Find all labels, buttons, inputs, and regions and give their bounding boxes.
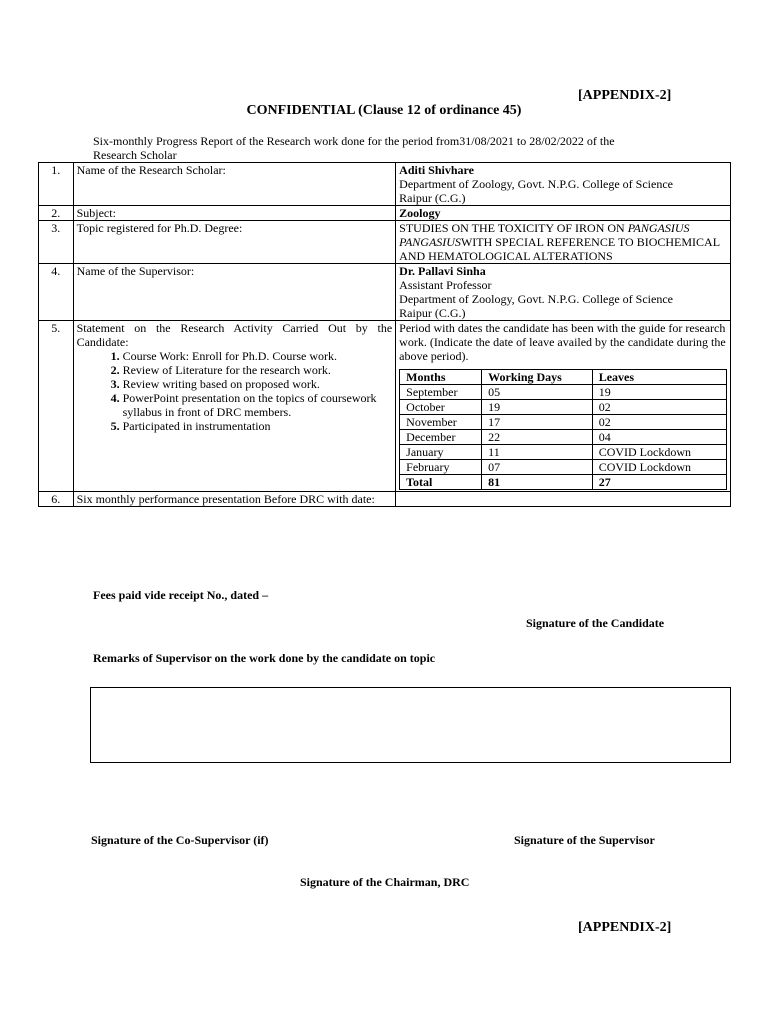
activity-statement: Statement on the Research Activity Carried Out by the Candidate:: [76, 321, 393, 349]
row-value: [396, 264, 731, 321]
table-row: [400, 445, 727, 460]
working-days-cell: 17: [482, 415, 593, 430]
appendix-label-bottom: [APPENDIX-2]: [578, 920, 672, 935]
row-label: Topic registered for Ph.D. Degree:: [73, 221, 396, 264]
leave-header-row: [400, 370, 727, 385]
row-value: [396, 163, 731, 206]
row-label: Subject:: [73, 206, 396, 221]
intro-line-1: Six-monthly Progress Report of the Research work done for the period from31/08/2021 to 28/02/2022 of the: [93, 134, 615, 148]
leave-table: [399, 369, 727, 490]
table-row: [39, 163, 731, 206]
supervisor-name: Dr. Pallavi Sinha: [399, 264, 486, 278]
signature-co-supervisor: Signature of the Co-Supervisor (if): [91, 833, 269, 847]
table-row: [400, 415, 727, 430]
row-label: Name of the Supervisor:: [73, 264, 396, 321]
list-item: 1. Course Work: Enroll for Ph.D. Course work.: [123, 349, 393, 363]
table-row: [400, 430, 727, 445]
table-row: [400, 400, 727, 415]
column-header: Months: [400, 370, 482, 385]
leaves-cell: 04: [592, 430, 726, 445]
table-row: [400, 385, 727, 400]
scholar-city: Raipur (C.G.): [399, 191, 466, 205]
intro-line-2: Research Scholar: [93, 148, 177, 162]
period-text: Period with dates the candidate has been with the guide for research work. (Indicate the date of leave availed by the candidate during the above period).: [399, 321, 726, 363]
row-value: [396, 321, 731, 492]
list-item: 3. Review writing based on proposed work.: [123, 377, 393, 391]
subject-value: Zoology: [396, 206, 731, 221]
list-item: 2. Review of Literature for the research work.: [123, 363, 393, 377]
month-cell: February: [400, 460, 482, 475]
signature-supervisor: Signature of the Supervisor: [514, 833, 655, 847]
leaves-cell: 02: [592, 400, 726, 415]
month-cell: September: [400, 385, 482, 400]
month-cell: November: [400, 415, 482, 430]
list-item: 5. Participated in instrumentation: [123, 419, 393, 433]
row-number: 3.: [39, 221, 74, 264]
working-days-cell: 19: [482, 400, 593, 415]
remarks-box: [90, 687, 731, 763]
month-cell: December: [400, 430, 482, 445]
leaves-cell: 02: [592, 415, 726, 430]
topic-species: PANGASIUS PANGASIUS: [399, 221, 690, 249]
list-item: 4. PowerPoint presentation on the topics of coursework syllabus in front of DRC members.: [123, 391, 393, 419]
fees-line: Fees paid vide receipt No., dated –: [93, 588, 269, 602]
total-working-days: 81: [482, 475, 593, 490]
table-row: [39, 492, 731, 507]
row-label: Six monthly performance presentation Before DRC with date:: [73, 492, 396, 507]
signature-chairman: Signature of the Chairman, DRC: [300, 875, 470, 889]
table-row: [39, 264, 731, 321]
signature-candidate: Signature of the Candidate: [526, 616, 665, 630]
month-cell: October: [400, 400, 482, 415]
row-number: 4.: [39, 264, 74, 321]
document-title: CONFIDENTIAL (Clause 12 of ordinance 45): [246, 103, 522, 118]
table-row: [39, 221, 731, 264]
supervisor-city: Raipur (C.G.): [399, 306, 466, 320]
topic-part-2: WITH SPECIAL REFERENCE TO BIOCHEMICAL AND HEMATOLOGICAL ALTERATIONS: [399, 235, 720, 263]
presentation-value: [396, 492, 731, 507]
topic-part-1: STUDIES ON THE TOXICITY OF IRON ON: [399, 221, 628, 235]
table-row: [400, 460, 727, 475]
progress-table: [38, 162, 731, 507]
total-leaves: 27: [592, 475, 726, 490]
activity-list: [77, 349, 393, 433]
working-days-cell: 07: [482, 460, 593, 475]
row-number: 2.: [39, 206, 74, 221]
leaves-cell: COVID Lockdown: [592, 460, 726, 475]
column-header: Working Days: [482, 370, 593, 385]
row-label: [73, 321, 396, 492]
remarks-heading: Remarks of Supervisor on the work done by the candidate on topic: [93, 651, 436, 665]
supervisor-dept: Department of Zoology, Govt. N.P.G. College of Science: [399, 292, 673, 306]
appendix-label: [APPENDIX-2]: [578, 88, 672, 103]
leaves-cell: COVID Lockdown: [592, 445, 726, 460]
month-cell: January: [400, 445, 482, 460]
table-row: [39, 321, 731, 492]
total-row: [400, 475, 727, 490]
total-label: Total: [400, 475, 482, 490]
row-number: 6.: [39, 492, 74, 507]
topic-value: [396, 221, 731, 264]
intro-text: [93, 134, 733, 162]
working-days-cell: 05: [482, 385, 593, 400]
scholar-name: Aditi Shivhare: [399, 163, 474, 177]
supervisor-designation: Assistant Professor: [399, 278, 492, 292]
table-row: [39, 206, 731, 221]
scholar-dept: Department of Zoology, Govt. N.P.G. College of Science: [399, 177, 673, 191]
row-number: 1.: [39, 163, 74, 206]
leaves-cell: 19: [592, 385, 726, 400]
column-header: Leaves: [592, 370, 726, 385]
working-days-cell: 11: [482, 445, 593, 460]
row-label: Name of the Research Scholar:: [73, 163, 396, 206]
row-number: 5.: [39, 321, 74, 492]
working-days-cell: 22: [482, 430, 593, 445]
